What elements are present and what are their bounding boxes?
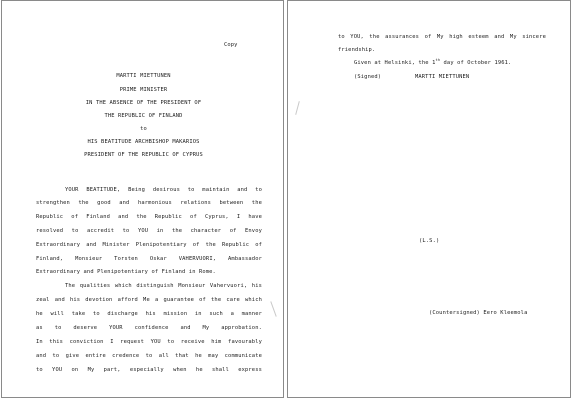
closing-line: friendship.: [338, 47, 376, 53]
given-suffix: day of October 1961.: [440, 60, 512, 66]
heading-line-3: IN THE ABSENCE OF THE PRESIDENT OF: [85, 100, 202, 106]
body-line: YOUR BEATITUDE, Being desirous to maintain and to: [65, 187, 262, 193]
heading-line-4: THE REPUBLIC OF FINLAND: [104, 113, 183, 119]
body-line: and to give entire credence to all that he may communicate: [36, 353, 262, 359]
heading-line-7: PRESIDENT OF THE REPUBLIC OF CYPRUS: [84, 152, 203, 158]
body-line: In this conviction I request YOU to receive him favourably: [36, 339, 262, 345]
heading-line-2: PRIME MINISTER: [119, 87, 168, 93]
body-line: strengthen the good and harmonious relations between the: [36, 200, 262, 206]
body-line: as to deserve YOUR confidence and My approbation.: [36, 325, 262, 331]
scan-artifact: [270, 301, 276, 316]
document-page-left: [1, 0, 284, 398]
given-day-suffix: th: [435, 58, 441, 63]
scan-artifact: [295, 101, 300, 115]
signed-name: MARTTI MIETTUNEN: [415, 74, 470, 80]
body-line: to YOU on My part, especially when he shall express: [36, 367, 262, 373]
heading-line-5: to: [140, 126, 147, 132]
countersigned-line: (Countersigned) Eero Kleemola: [429, 310, 528, 316]
body-line: Finland, Monsieur Torsten Oskar VAHERVUORI, Ambassador: [36, 256, 262, 262]
given-at-line: [354, 60, 511, 67]
signed-label: (Signed): [354, 74, 382, 80]
body-line: Extraordinary and Minister Plenipotentiary of the Republic of: [36, 242, 262, 248]
document-page-right: [287, 0, 571, 398]
heading-line-6: HIS BEATITUDE ARCHBISHOP MAKARIOS: [87, 139, 200, 145]
heading-line-1: MARTTI MIETTUNEN: [116, 73, 171, 79]
copy-label: Copy: [224, 42, 238, 48]
body-line: he will take to discharge his mission in such a manner: [36, 311, 262, 317]
given-prefix: Given at Helsinki, the 1: [354, 60, 436, 66]
body-line: zeal and his devotion afford Me a guarantee of the care which: [36, 297, 262, 303]
body-line: Republic of Finland and the Republic of Cyprus, I have: [36, 214, 262, 220]
closing-line: to YOU, the assurances of My high esteem and My sincere: [338, 34, 546, 40]
seal-mark: (L.S.): [419, 238, 440, 244]
body-line: Extraordinary and Plenipotentiary of Finland in Rome.: [36, 269, 216, 275]
body-line: resolved to accredit to YOU in the character of Envoy: [36, 228, 262, 234]
body-line: The qualities which distinguish Monsieur Vahervuori, his: [65, 283, 262, 289]
